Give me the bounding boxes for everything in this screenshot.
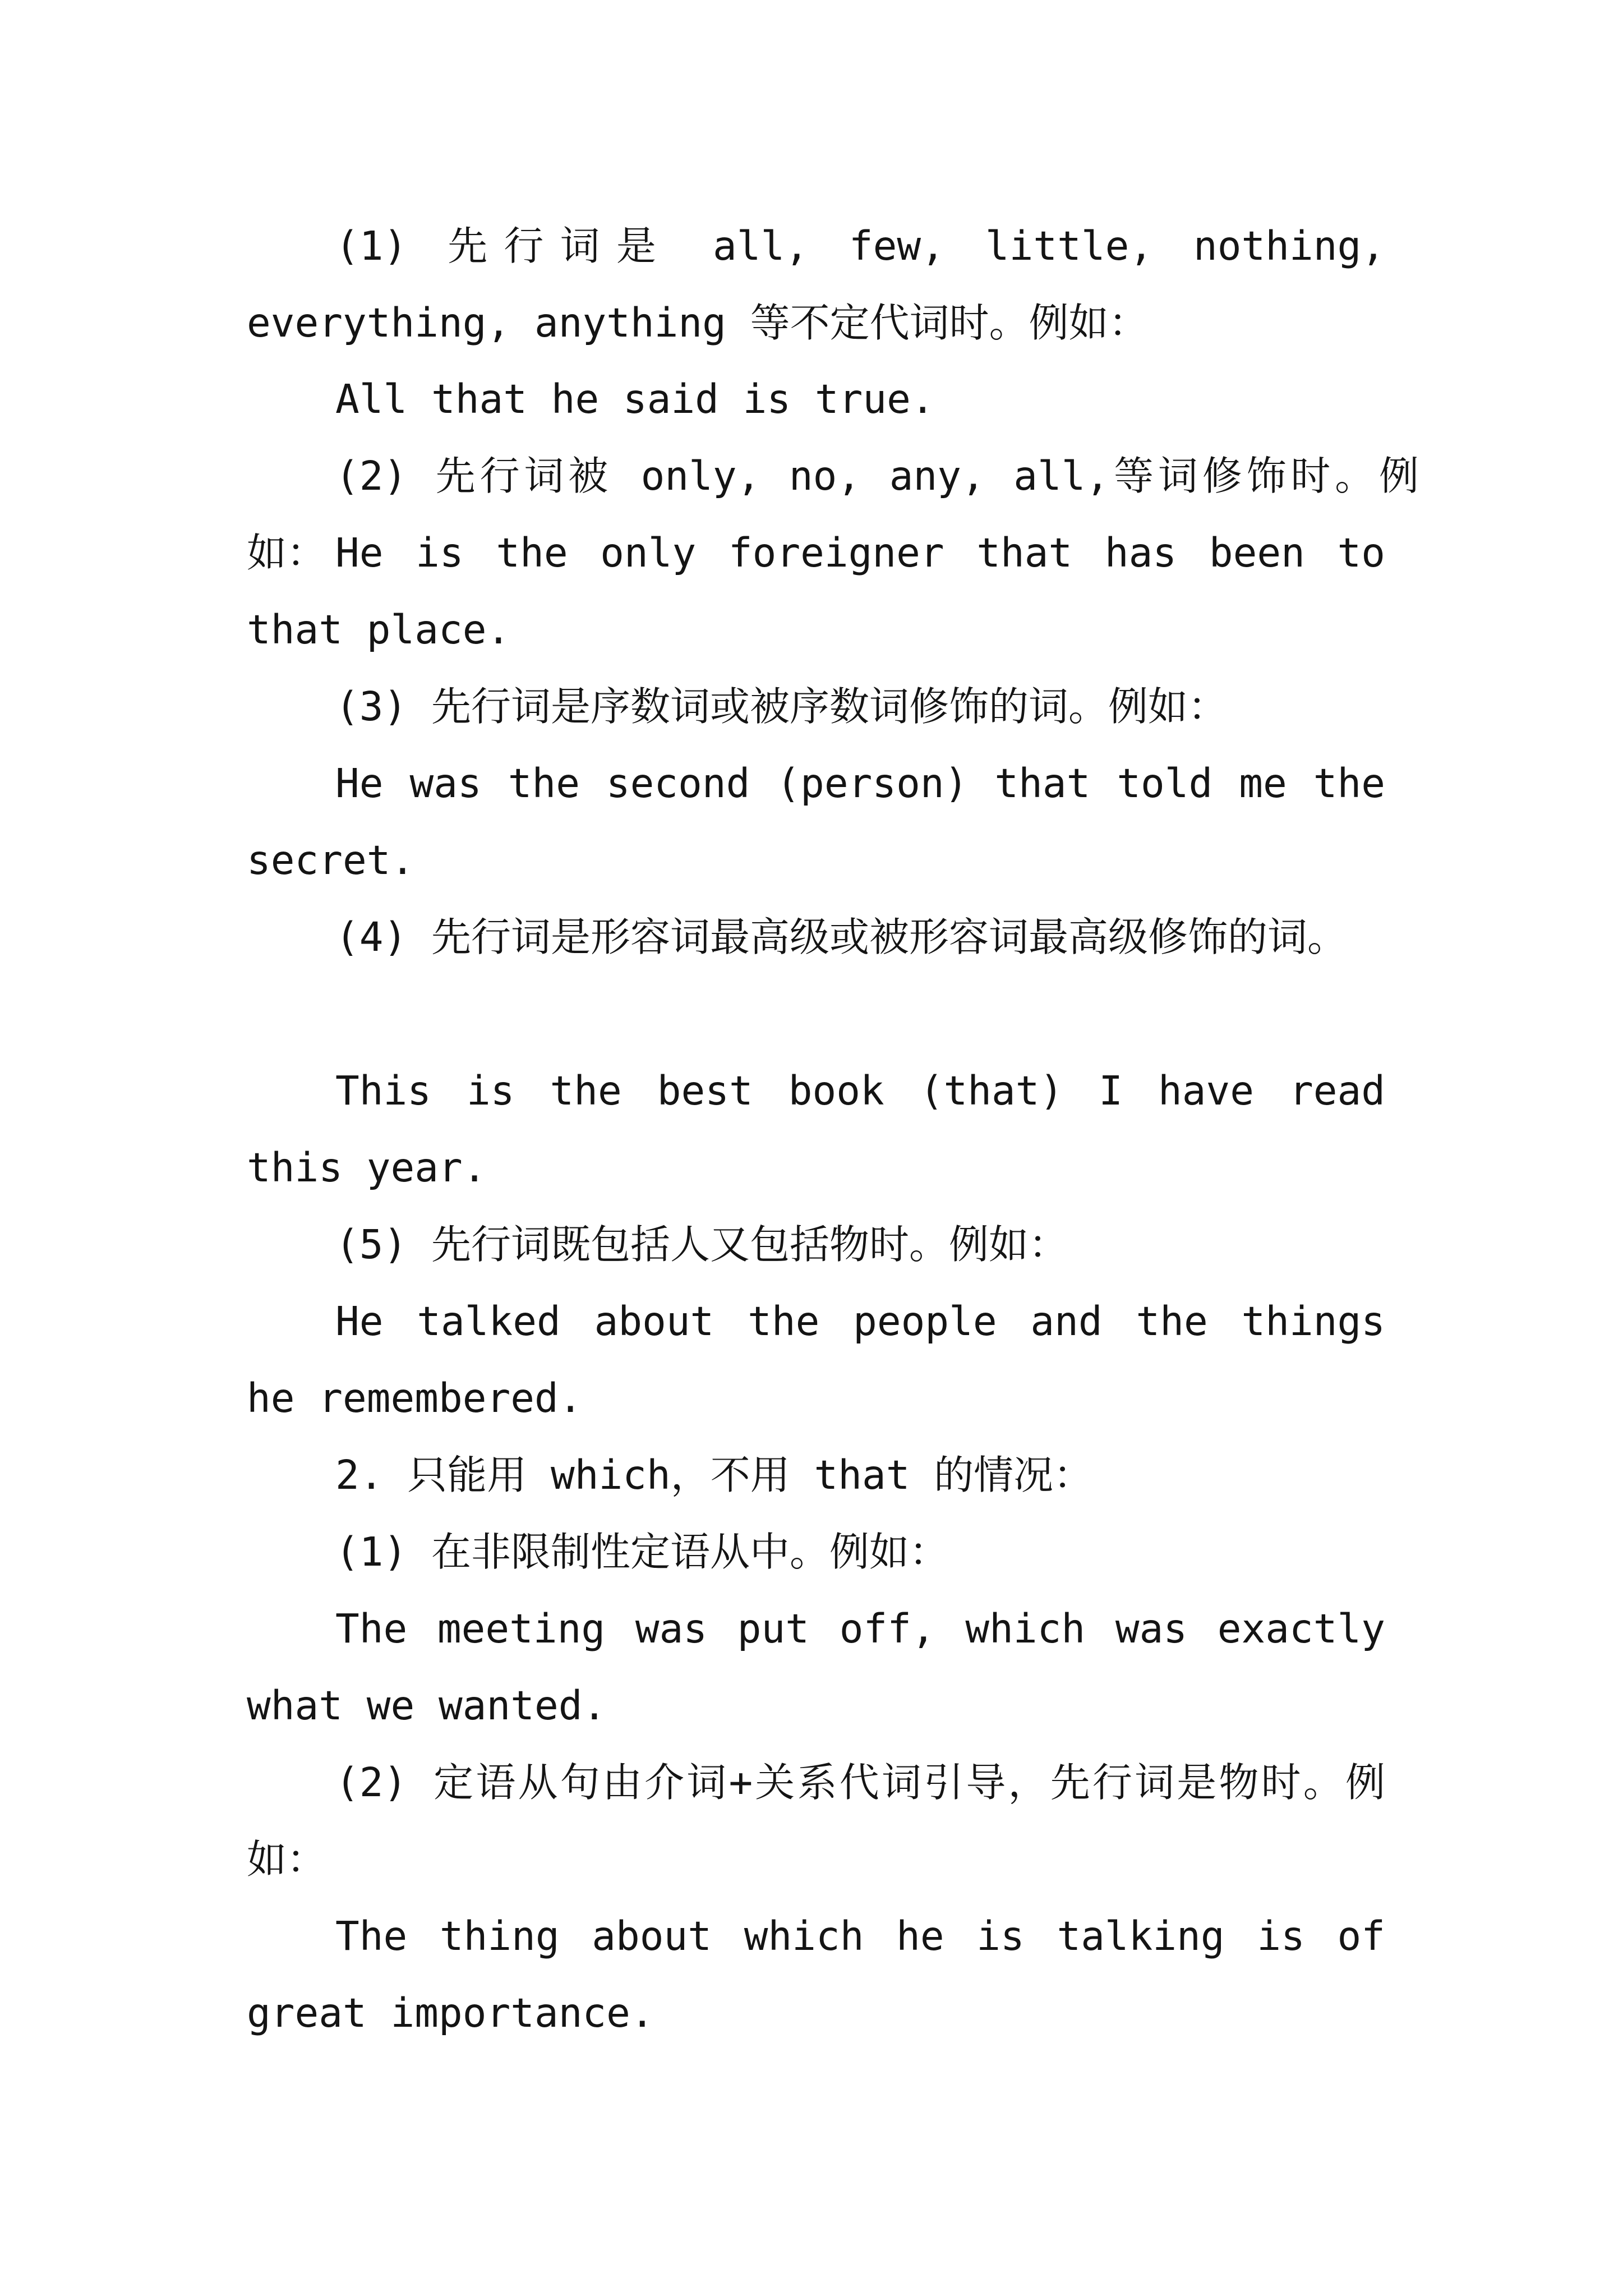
example-4-paragraph: This is the best book (that) I have read this year.: [247, 1068, 1385, 1191]
example-3-paragraph: He was the second (person) that told me the secret.: [247, 760, 1385, 884]
which-example-2-paragraph: The thing about which he is talking is of great importance.: [247, 1913, 1385, 2036]
rule-2-paragraph: (2) 先行词被 only, no, any, all,等词修饰时。例如：: [247, 453, 1419, 576]
rule-3-paragraph: (3) 先行词是序数词或被序数词修饰的词。例如：: [335, 683, 1228, 730]
example-5-paragraph: He talked about the people and the things he remembered.: [247, 1298, 1385, 1421]
rule-4-paragraph: (4) 先行词是形容词最高级或被形容词最高级修饰的词。: [335, 914, 1347, 960]
rule-1-paragraph: (1) 先行词是 all, few, little, nothing, everything, anything 等不定代词时。例如：: [247, 223, 1385, 346]
rule-5-paragraph: (5) 先行词既包括人又包括物时。例如：: [335, 1221, 1068, 1268]
which-example-1-paragraph: The meeting was put off, which was exactly what we wanted.: [247, 1605, 1385, 1729]
which-rule-1-paragraph: (1) 在非限制性定语从中。例如：: [335, 1529, 949, 1575]
example-2-paragraph: He is the only foreigner that has been to that place.: [247, 530, 1385, 653]
section-2-heading: 2. 只能用 which，不用 that 的情况：: [335, 1452, 1094, 1498]
example-1-paragraph: All that he said is true.: [335, 376, 935, 422]
which-rule-2-paragraph: (2) 定语从句由介词+关系代词引导，先行词是物时。例如：: [247, 1759, 1385, 1883]
